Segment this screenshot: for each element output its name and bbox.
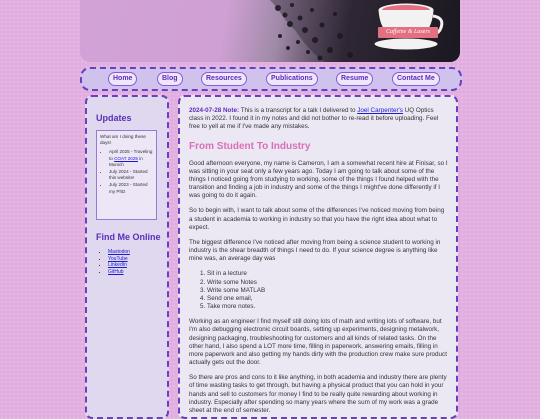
nav-blog[interactable]: Blog (157, 72, 183, 86)
sidebar (85, 95, 169, 419)
updates-title: Updates (96, 113, 132, 123)
coat-link[interactable]: COAT 2025 (114, 155, 138, 161)
github-link[interactable]: GitHub (108, 268, 124, 275)
updates-intro: What am I doing these days! (100, 134, 146, 146)
note-label: 2024-07-28 Note: (189, 107, 240, 114)
update-text: in Munich (109, 155, 143, 167)
updates-box (96, 130, 157, 220)
nav-publications[interactable]: Publications (266, 72, 318, 86)
list-item: 2. Write some Notes (207, 279, 448, 287)
update-item: • July 2023 - Started my PhD (109, 182, 153, 194)
post-title: From Student To Industry (189, 140, 311, 152)
paragraph: The biggest difference I've noticed after moving from being a science student to working in industry is the shear breadth of things I need to do. If your science degree is anything like mine was, an average day was (189, 238, 441, 263)
cup-label: Caffeine & Lasers (378, 27, 438, 38)
linkedin-link[interactable]: LinkedIn (108, 262, 127, 268)
main-content (178, 95, 458, 419)
note-text: This is a transcript for a talk I delivered to (239, 107, 358, 114)
nav-contact[interactable]: Contact Me (392, 72, 440, 86)
updates-list (100, 149, 153, 194)
nav-home[interactable]: Home (108, 72, 137, 86)
header-banner (80, 0, 460, 62)
note-text: UQ Optics class in 2022. I found it in my notes and did not bother to re-read it before uploading. Feel free to yell at me if I've made any mistakes. (189, 107, 439, 131)
list-item: 1. Sit in a lecture (207, 270, 448, 278)
joel-link[interactable]: Joel Carpenter's (357, 107, 403, 114)
find-me-title: Find Me Online (96, 232, 161, 242)
mastodon-link[interactable]: Mastodon (108, 249, 130, 255)
update-text: April 2025 - Traveling to (109, 149, 153, 161)
youtube-link[interactable]: YouTube (108, 255, 128, 262)
update-item (109, 149, 153, 168)
nav-resume[interactable]: Resume (336, 72, 373, 86)
day-list (189, 270, 448, 311)
paragraph: Working as an engineer I find myself still doing lots of math and writing lots of software, but I'm also debugging electronic circuit boards, setting up experiments, designing metalwork, designing packaging, troubleshooting for customers and all kinds of related tasks. On the other hand, I also spend a LOT more time, filling in paperwork, answering emails, filling in more paperwork and also getting my hands dirty with the production crew make sure product actually gets out the door. (189, 318, 447, 367)
paragraph: So there are pros and cons to it like anything, in both academia and industry there are plenty of time wasting tasks to get through, but having a physical product that you can hold in your hands and sell to customers for money I find to be really quite rewarding about working in industry. Especially after spending so many years where the sum of my work was a grade sheet at the end of semester. (189, 374, 447, 414)
nav-resources[interactable]: Resources (201, 72, 247, 86)
nav-bar (80, 67, 462, 91)
paragraph: So to begin with, I want to talk about some of the differences I've noticed moving from being a student in academia to working in industry so that you have the right idea about what to expect. (189, 207, 445, 231)
list-item: 5. Take more notes. (207, 303, 448, 311)
social-links (99, 249, 130, 275)
list-item: 3. Write some MATLAB (207, 287, 448, 295)
transcript-note (189, 107, 448, 132)
list-item: 4. Send one email, (207, 295, 448, 303)
paragraph: Good afternoon everyone, my name is Cameron, I am a somewhat recent hire at Finisar, so I was sitting in your seat only a few years ago. Today I am going to talk about some of the things I noticed going from studying to working, some of the things I found helped with the transition and finding a job in industry and some of the things I might've done differently if I was going to do it again. (189, 159, 448, 200)
update-item: • July 2024 - Started this website! (109, 169, 153, 181)
